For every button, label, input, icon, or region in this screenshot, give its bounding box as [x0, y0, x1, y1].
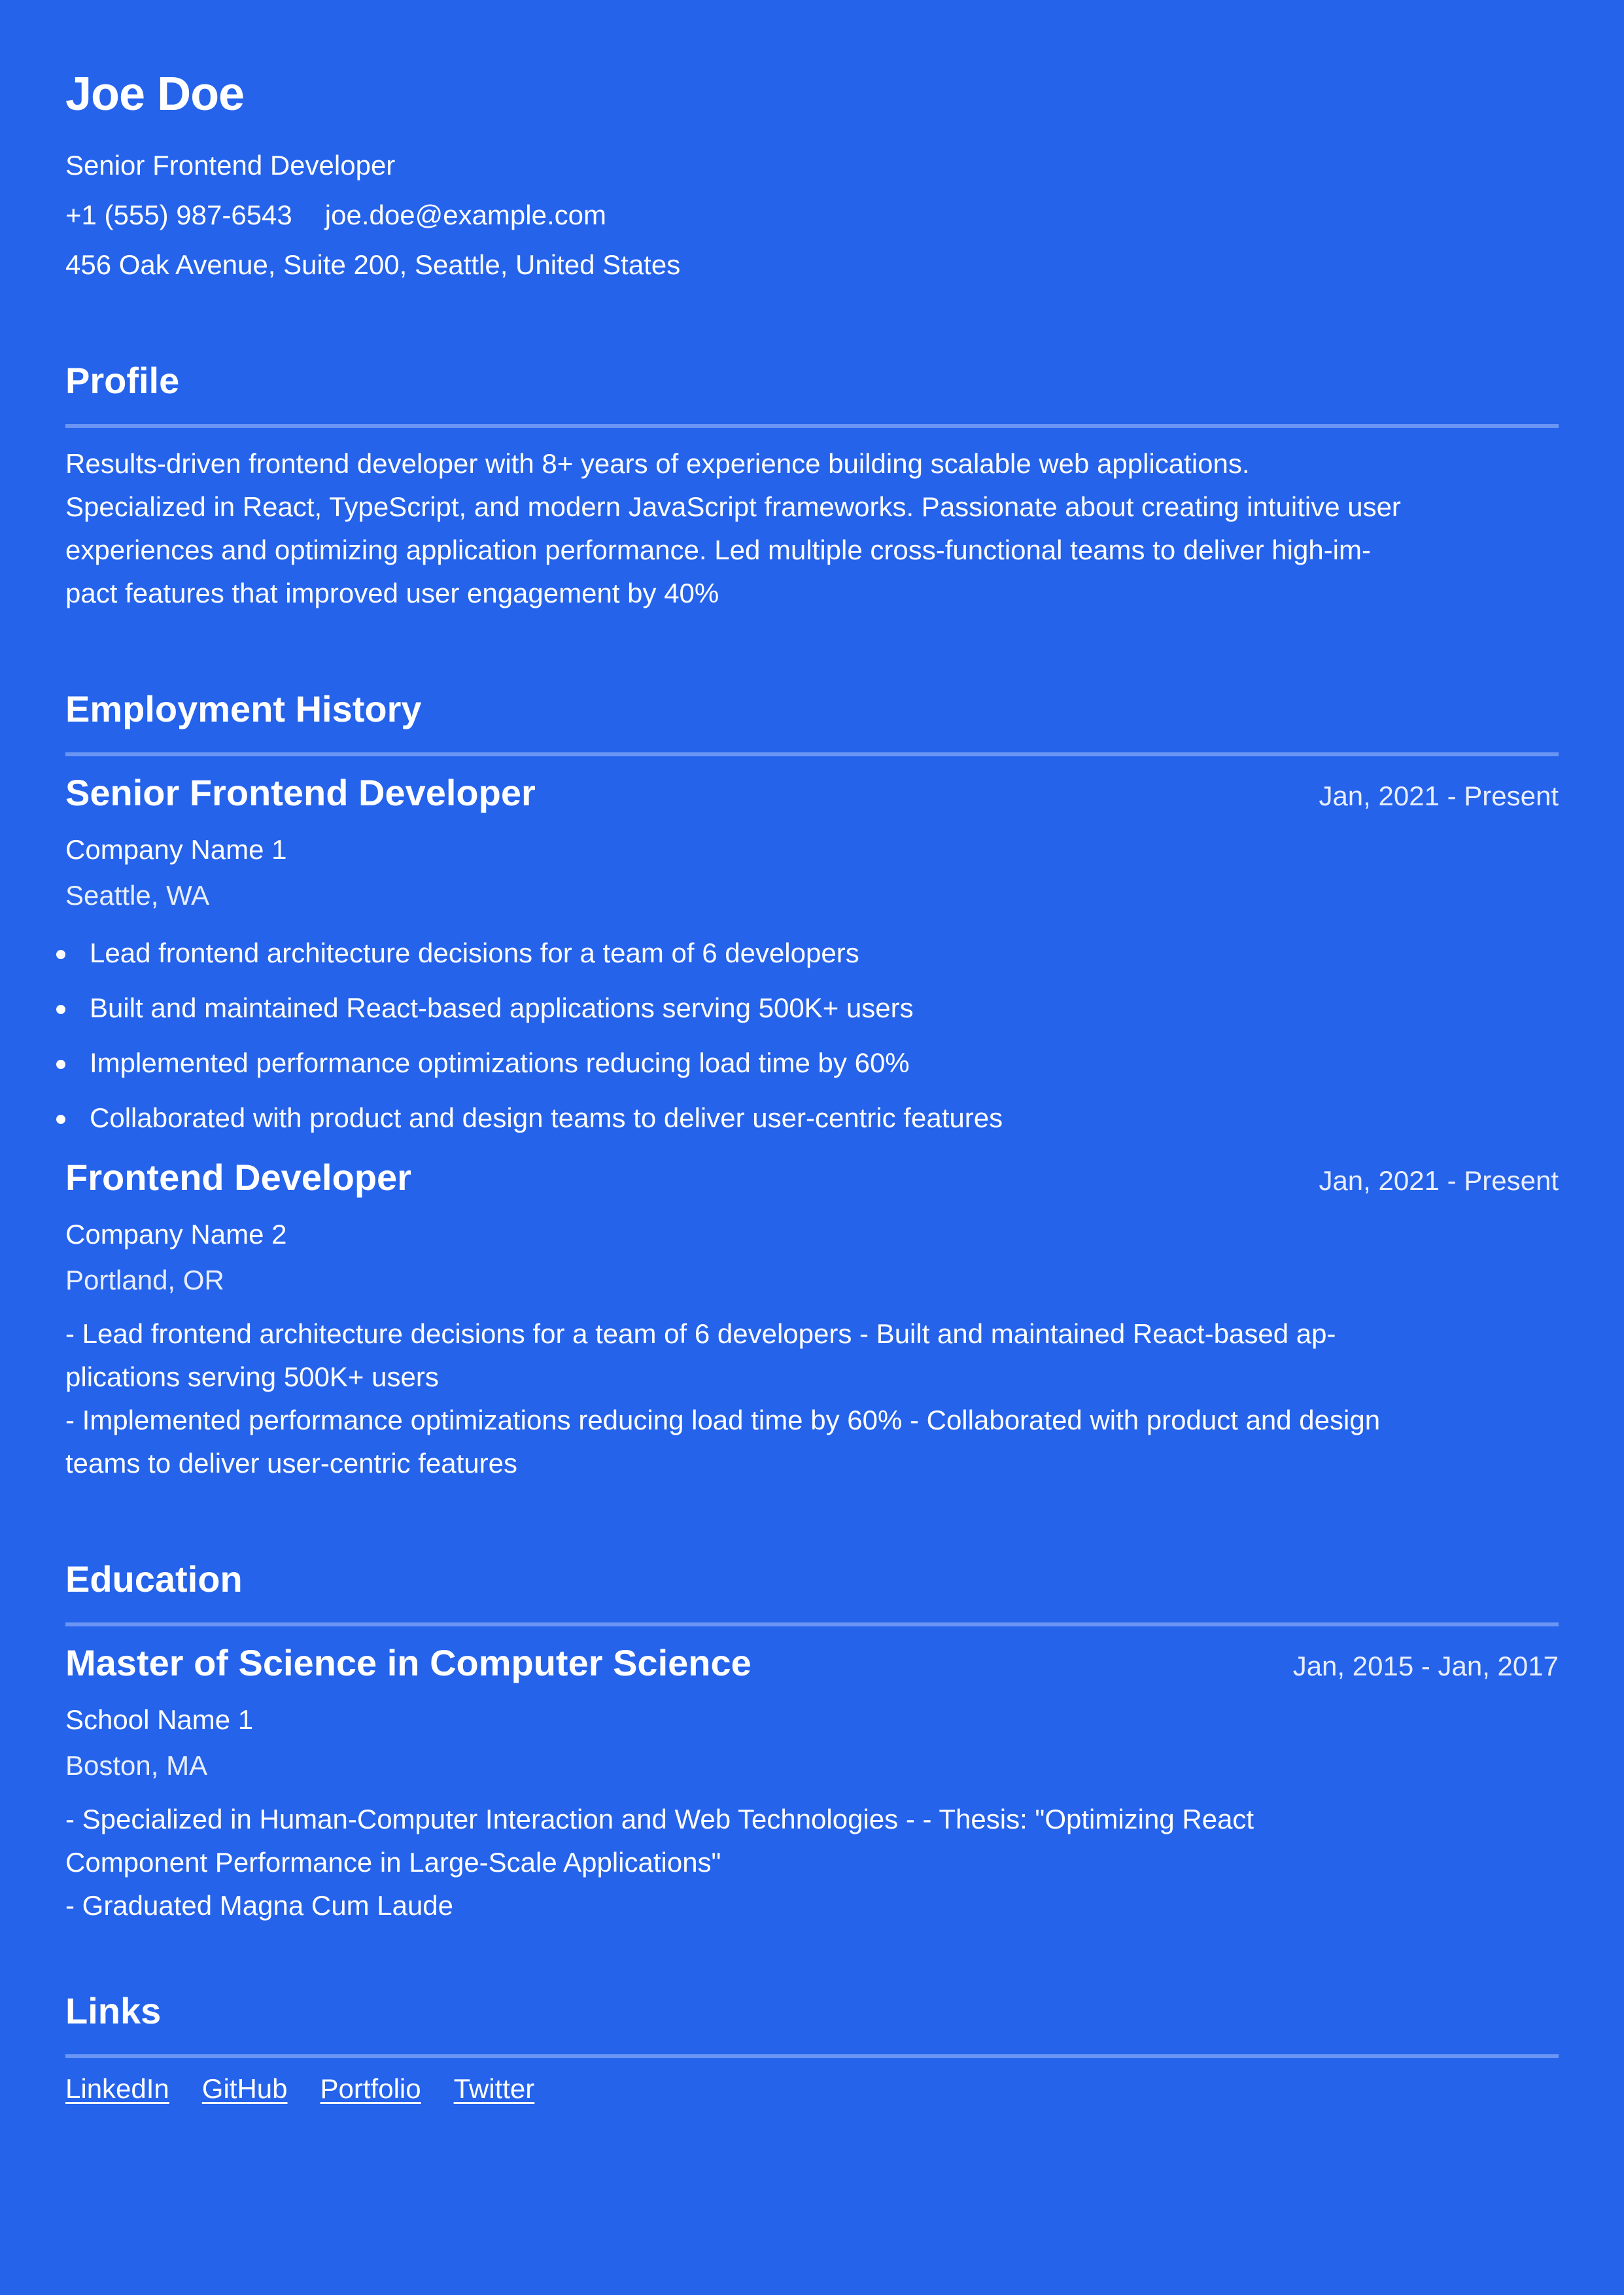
email-address: joe.doe@example.com	[324, 200, 606, 230]
job-dates: Jan, 2021 - Present	[1319, 780, 1559, 811]
education-dates: Jan, 2015 - Jan, 2017	[1292, 1651, 1559, 1681]
profile-line: Specialized in React, TypeScript, and modern JavaScript frameworks. Passionate about creating intuitive user	[65, 491, 1401, 522]
list-item: Lead frontend architecture decisions for a team of 6 developers	[65, 939, 1559, 967]
school-location: Boston, MA	[65, 1750, 208, 1781]
education-section	[65, 1558, 1559, 1927]
profile-section	[65, 362, 1559, 615]
section-divider	[65, 2054, 1559, 2058]
company-name: Company Name 1	[65, 834, 287, 865]
link-linkedin[interactable]: LinkedIn	[65, 2073, 169, 2104]
employment-section	[65, 688, 1559, 1485]
education-description	[65, 1798, 1559, 1927]
description-line: teams to deliver user-centric features	[65, 1448, 517, 1479]
link-twitter[interactable]: Twitter	[453, 2073, 535, 2104]
list-item: Implemented performance optimizations reducing load time by 60%	[65, 1049, 1559, 1077]
list-item: Built and maintained React-based applications serving 500K+ users	[65, 994, 1559, 1022]
profile-line: pact features that improved user engagement by 40%	[65, 578, 719, 608]
candidate-title: Senior Frontend Developer	[65, 150, 396, 181]
postal-address: 456 Oak Avenue, Suite 200, Seattle, United States	[65, 249, 681, 280]
job-entry	[65, 772, 1559, 1133]
job-header	[65, 772, 1559, 813]
employment-heading: Employment History	[65, 688, 422, 729]
profile-heading: Profile	[65, 360, 180, 401]
links-section	[65, 1990, 1559, 2104]
phone-number: +1 (555) 987-6543	[65, 200, 292, 230]
school-name: School Name 1	[65, 1704, 254, 1735]
education-heading: Education	[65, 1558, 243, 1600]
section-divider	[65, 424, 1559, 428]
job-header	[65, 1159, 1559, 1196]
profile-line: Results-driven frontend developer with 8+ years of experience building scalable web applications.	[65, 448, 1250, 479]
links-heading: Links	[65, 1990, 162, 2031]
degree-title: Master of Science in Computer Science	[65, 1642, 752, 1683]
link-portfolio[interactable]: Portfolio	[320, 2073, 421, 2104]
job-achievements	[65, 939, 1559, 1132]
description-line: - Specialized in Human-Computer Interaction and Web Technologies - - Thesis: "Optimizing React	[65, 1804, 1254, 1834]
job-title: Frontend Developer	[65, 1157, 411, 1198]
job-description	[65, 1312, 1559, 1485]
education-header	[65, 1642, 1559, 1683]
description-line: - Implemented performance optimizations reducing load time by 60% - Collaborated with product and design	[65, 1405, 1381, 1435]
profile-summary	[65, 442, 1559, 615]
job-entry	[65, 1159, 1559, 1485]
job-title: Senior Frontend Developer	[65, 772, 536, 813]
links-list	[65, 2075, 1559, 2103]
contact-line	[65, 201, 1559, 229]
candidate-name: Joe Doe	[65, 68, 245, 120]
job-location: Portland, OR	[65, 1265, 224, 1295]
profile-line: experiences and optimizing application performance. Led multiple cross-functional teams to deliver high-im-	[65, 534, 1371, 565]
job-dates: Jan, 2021 - Present	[1319, 1165, 1559, 1196]
resume-header	[65, 68, 1559, 280]
list-item: Collaborated with product and design teams to deliver user-centric features	[65, 1104, 1559, 1132]
section-divider	[65, 1622, 1559, 1626]
description-line: Component Performance in Large-Scale Applications"	[65, 1847, 721, 1878]
description-line: - Graduated Magna Cum Laude	[65, 1890, 454, 1921]
section-divider	[65, 752, 1559, 756]
description-line: plications serving 500K+ users	[65, 1361, 439, 1392]
job-location: Seattle, WA	[65, 880, 210, 911]
description-line: - Lead frontend architecture decisions for a team of 6 developers - Built and maintained React-based ap-	[65, 1318, 1336, 1349]
education-entry	[65, 1642, 1559, 1927]
link-github[interactable]: GitHub	[201, 2073, 288, 2104]
company-name: Company Name 2	[65, 1219, 287, 1250]
